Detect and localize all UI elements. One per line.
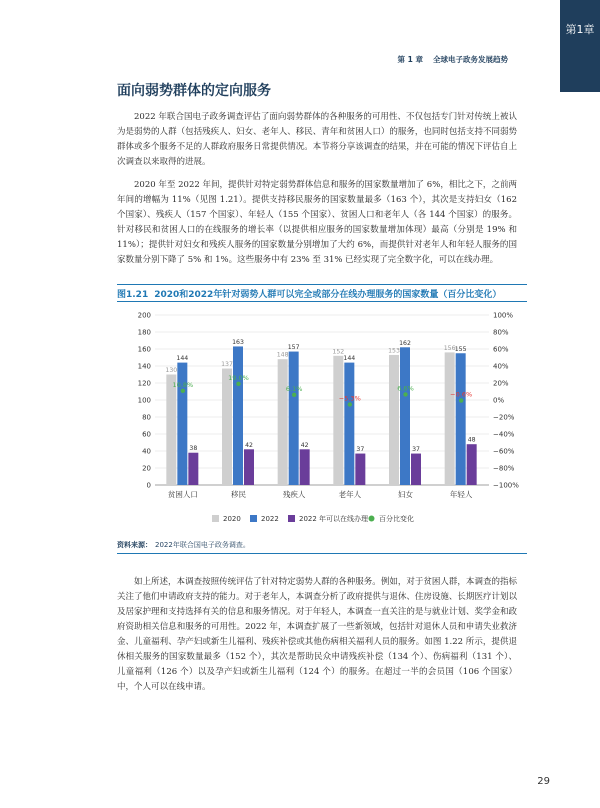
y2-tick-label: 100% xyxy=(493,311,514,320)
page-number: 29 xyxy=(537,776,550,787)
y2-tick-label: 60% xyxy=(493,345,509,354)
pct-change-point xyxy=(348,402,352,406)
bar-value-label: 37 xyxy=(356,446,365,454)
y-tick-label: 200 xyxy=(137,311,151,320)
bar-2020 xyxy=(222,369,232,485)
legend-swatch xyxy=(212,515,219,522)
legend-label: 百分比变化 xyxy=(379,515,414,523)
paragraph-3: 如上所述，本调查按照传统评估了针对特定弱势人群的各种服务。例如，对于贫困人群，本调查的指标关注了他们申请政府支持的能力。对于老年人，本调查分析了政府提供与退休、住房设施、长期医疗计划以及居家护理和支持选择有关的信息和服务情况。对于年轻人，本调查一直关注的是与就业计划、奖学金和政府资助相关信息和服务的可用性。2022 年，本调查扩展了一些新领域，包括针对退休人员和申请失业救济金、儿童福利、孕产妇或新生儿福利、残疾补偿或其他伤病相关福利人员的服务。如图 1.22 所示，提供退休相关服务的国家数量最多（152 个），其次是帮助民众申请残疾补偿（134 个）、伤病福利（131 个）、儿童福利（126 个）以及孕产妇或新生儿福利（124 个）的服务。在超过一半的会员国（106 个国家）中，个人可以在线申请。 xyxy=(117,577,517,692)
bar-online xyxy=(467,444,477,485)
bar-2022 xyxy=(344,363,354,485)
y-tick-label: 120 xyxy=(137,379,151,388)
pct-change-label: −0.6% xyxy=(450,390,473,399)
bar-2020 xyxy=(389,355,399,485)
y-tick-label: 140 xyxy=(137,362,151,371)
bar-online xyxy=(244,449,254,485)
bar-value-label: 48 xyxy=(467,436,476,444)
bar-online xyxy=(300,449,310,485)
pct-change-point xyxy=(236,382,240,386)
bar-value-label: 163 xyxy=(232,338,244,346)
y2-tick-label: −60% xyxy=(493,447,515,456)
x-tick-label: 年轻人 xyxy=(449,490,473,499)
legend-label: 2022 年可以在线办理 xyxy=(299,515,369,523)
y2-tick-label: 40% xyxy=(493,362,509,371)
bar-value-label: 144 xyxy=(176,355,189,363)
chart-svg xyxy=(117,305,527,530)
bar-value-label: 42 xyxy=(245,441,253,449)
pct-change-label: 19.0% xyxy=(228,373,249,382)
pct-change-label: 6.6% xyxy=(397,384,414,393)
legend-swatch xyxy=(250,515,257,522)
x-tick-label: 移民 xyxy=(231,490,246,499)
chapter-tab xyxy=(560,0,600,92)
figure-title-rule xyxy=(117,301,527,302)
bar-value-label: 155 xyxy=(454,345,467,353)
pct-change-point xyxy=(403,392,407,396)
y2-tick-label: 0% xyxy=(493,396,505,405)
figure-top-rule xyxy=(117,284,527,285)
y-tick-label: 0 xyxy=(146,481,151,490)
y-tick-label: 20 xyxy=(142,464,151,473)
pct-change-point xyxy=(181,389,185,393)
source-label: 资料来源： xyxy=(117,541,152,549)
legend-swatch xyxy=(288,515,295,522)
y-tick-label: 160 xyxy=(137,345,151,354)
bar-value-label: 144 xyxy=(343,355,356,363)
legend-swatch xyxy=(369,516,375,522)
bar-value-label: 153 xyxy=(388,347,400,355)
y-tick-label: 40 xyxy=(142,447,151,456)
legend-label: 2022 xyxy=(261,515,279,523)
paragraph-1: 2022 年联合国电子政务调查评估了面向弱势群体的各种服务的可用性、不仅包括专门针对传统上被认为是弱势的人群（包括残疾人、妇女、老年人、移民、青年和贫困人口）的服务，也同时包括支持不同弱势群体或多个服务不足的人群政府服务日常提供情况。本节将分享该调查的结果，并在可能的情况下评估自上次调查以来取得的进展。 xyxy=(117,112,517,167)
figure-caption: 2020和2022年针对弱势人群可以完全或部分在线办理服务的国家数量（百分比变化） xyxy=(154,290,502,300)
bar-2022 xyxy=(289,352,299,485)
bar-value-label: 152 xyxy=(332,348,345,356)
x-tick-label: 妇女 xyxy=(398,490,413,499)
bar-2022 xyxy=(400,347,410,485)
y2-tick-label: 20% xyxy=(493,379,509,388)
pct-change-point xyxy=(459,398,463,402)
y2-tick-label: 80% xyxy=(493,328,509,337)
bar-online xyxy=(188,453,198,485)
chart xyxy=(117,305,527,530)
bar-value-label: 38 xyxy=(189,445,198,453)
pct-change-label: −5.3% xyxy=(338,394,361,403)
bar-2020 xyxy=(333,356,343,485)
pct-change-label: 10.8% xyxy=(172,380,194,389)
bar-value-label: 42 xyxy=(300,441,309,449)
bar-value-label: 156 xyxy=(443,344,456,352)
pct-change-point xyxy=(292,393,296,397)
bar-value-label: 148 xyxy=(276,351,289,359)
y2-tick-label: −20% xyxy=(493,413,515,422)
bar-value-label: 162 xyxy=(399,339,411,347)
y-tick-label: 180 xyxy=(137,328,151,337)
bar-2020 xyxy=(166,375,176,486)
figure-number: 图1.21 xyxy=(117,290,149,300)
legend-label: 2020 xyxy=(223,515,241,523)
running-head-title: 全球电子政务发展趋势 xyxy=(433,55,508,64)
bar-value-label: 157 xyxy=(287,344,300,352)
y-tick-label: 60 xyxy=(142,430,151,439)
bar-2022 xyxy=(233,346,243,485)
running-head-chapter: 第 1 章 xyxy=(397,55,423,64)
y2-tick-label: −40% xyxy=(493,430,515,439)
x-tick-label: 残疾人 xyxy=(282,490,306,499)
x-tick-label: 贫困人口 xyxy=(167,490,198,499)
y2-tick-label: −80% xyxy=(493,464,515,473)
source-text: 2022年联合国电子政务调查。 xyxy=(155,541,250,549)
bar-online xyxy=(355,454,365,485)
y2-tick-label: −100% xyxy=(493,481,519,490)
running-head xyxy=(398,54,508,65)
paragraph-2: 2020 年至 2022 年间，提供针对特定弱势群体信息和服务的国家数量增加了 6%，相比之下，之前两年间的增幅为 11%（见图 1.21）。提供支持移民服务的国家数量最多（163 个），其次是支持妇女（162 个国家）、残疾人（157 个国家）、年轻人（155 个国家）、贫困人口和老年人（各 144 个国家）的服务。针对移民和贫困人口的在线服务的增长率（以提供相应服务的国家数量增加体现）最高（分别是 19% 和 11%）；提供针对妇女和残疾人服务的国家数量分别增加了大约 6%，而提供针对老年人和年轻人服务的国家数量分别下降了 5% 和 1%。这些服务中有 23% 至 31% 已经实现了完全数字化，可以在线办理。 xyxy=(117,180,517,265)
y-tick-label: 80 xyxy=(142,413,151,422)
bar-value-label: 130 xyxy=(165,367,178,374)
bar-value-label: 137 xyxy=(221,361,233,369)
bar-2020 xyxy=(278,359,288,485)
chapter-tab-label: 第1章 xyxy=(565,23,595,36)
figure-title xyxy=(117,287,501,300)
pct-change-label: 6.1% xyxy=(285,384,303,393)
section-title: 面向弱势群体的定向服务 xyxy=(117,83,271,99)
figure-source xyxy=(117,540,250,550)
x-tick-label: 老年人 xyxy=(338,490,362,499)
bar-2020 xyxy=(445,352,455,485)
bar-online xyxy=(411,454,421,485)
bar-2022 xyxy=(456,353,466,485)
y-tick-label: 100 xyxy=(137,396,151,405)
bar-value-label: 37 xyxy=(412,446,420,454)
figure-bottom-rule xyxy=(117,553,527,554)
